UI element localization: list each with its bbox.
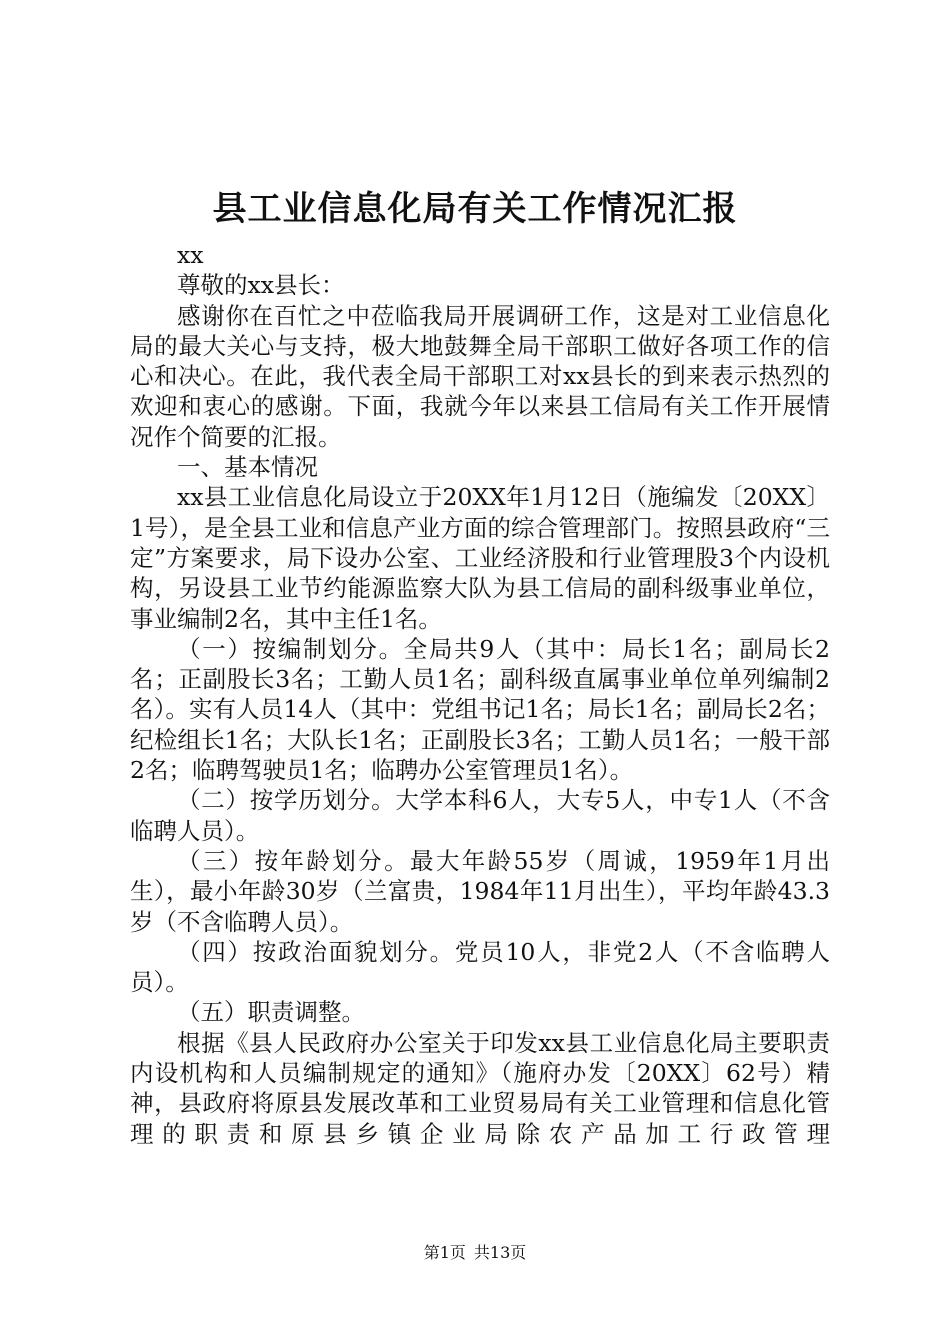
paragraph-duty-basis: 根据《县人民政府办公室关于印发xx县工业信息化局主要职责内设机构和人员编制规定的通知》（施府办发〔20XX〕62号）精神，县政府将原县发展改革和工业贸易局有关工业管理和信息化管理的职责和原县乡镇企业局除农产品加工行政管理: [130, 1028, 830, 1148]
paragraph-age: （三）按年龄划分。最大年龄55岁（周诚，1959年1月出生），最小年龄30岁（兰富贵，1984年11月出生），平均年龄43.3岁（不含临聘人员）。: [130, 846, 830, 936]
paragraph-intro: 感谢你在百忙之中莅临我局开展调研工作，这是对工业信息化局的最大关心与支持，极大地鼓舞全局干部职工做好各项工作的信心和决心。在此，我代表全局干部职工对xx县长的到来表示热烈的欢迎和衷心的感谢。下面，我就今年以来县工信局有关工作开展情况作个简要的汇报。: [130, 301, 830, 451]
paragraph-staffing: （一）按编制划分。全局共9人（其中：局长1名；副局长2名；正副股长3名；工勤人员1名；副科级直属事业单位单列编制2名）。实有人员14人（其中：党组书记1名；局长1名；副局长2名；纪检组长1名；大队长1名；正副股长3名；工勤人员1名；一般干部2名；临聘驾驶员1名；临聘办公室管理员1名）。: [130, 634, 830, 785]
paragraph-bureau-overview: xx县工业信息化局设立于20XX年1月12日（施编发〔20XX〕1号），是全县工业和信息产业方面的综合管理部门。按照县政府“三定”方案要求，局下设办公室、工业经济股和行业管理股3个内设机构，另设县工业节约能源监察大队为县工信局的副科级事业单位，事业编制2名，其中主任1名。: [130, 483, 830, 633]
paragraph-education: （二）按学历划分。大学本科6人，大专5人，中专1人（不含临聘人员）。: [130, 786, 830, 845]
salutation: 尊敬的xx县长：: [177, 271, 345, 300]
document-body: [130, 240, 830, 1149]
paragraph-political: （四）按政治面貌划分。党员10人，非党2人（不含临聘人员）。: [130, 937, 830, 997]
page-number: 第1页: [423, 1243, 466, 1262]
page-title: 县工业信息化局有关工作情况汇报: [212, 189, 738, 229]
page-total: 共13页: [473, 1243, 527, 1262]
section-heading-basic: 一、基本情况: [177, 453, 318, 482]
paragraph-duty-adjustment: （五）职责调整。: [177, 998, 365, 1027]
addressee-short: xx: [177, 241, 204, 269]
page-footer: [0, 1242, 950, 1264]
